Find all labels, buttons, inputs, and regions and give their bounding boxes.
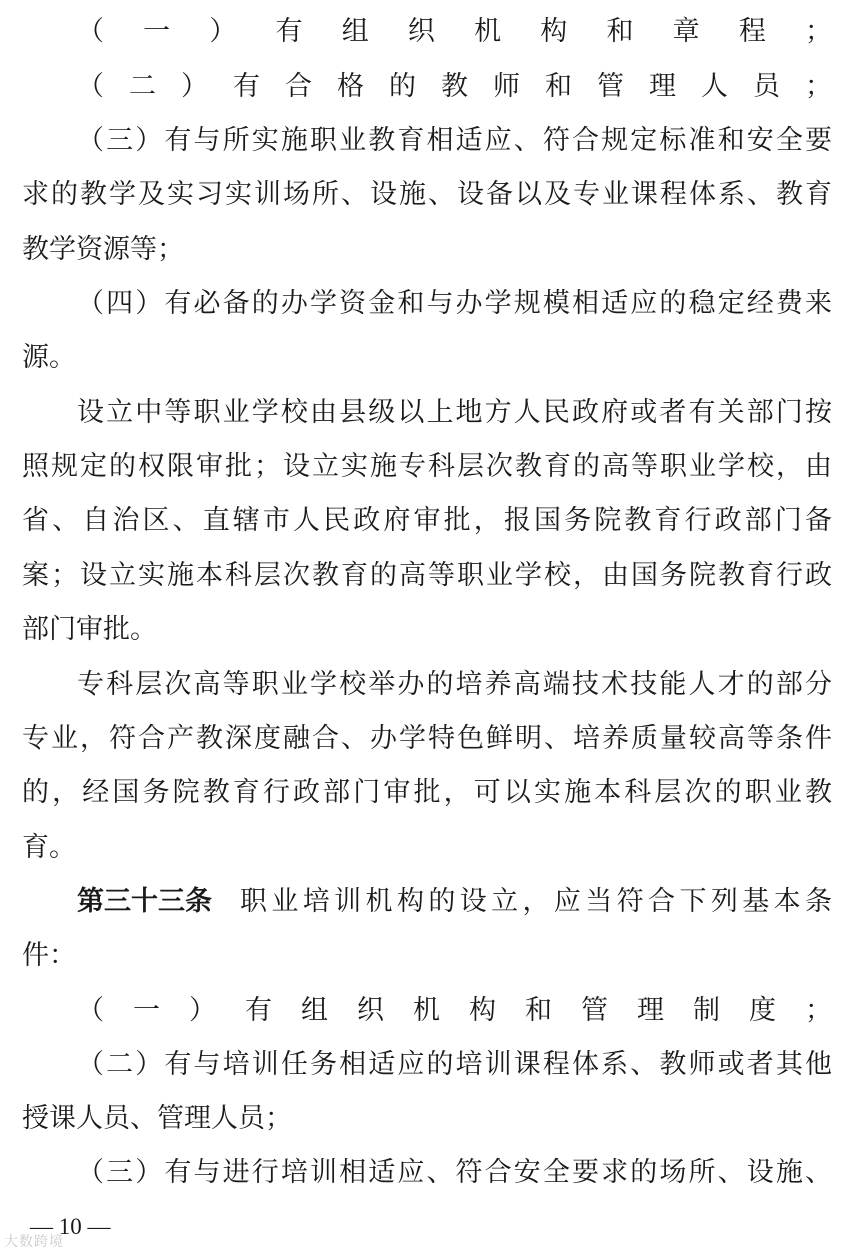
approval-paragraph-line-4: 案；设立实施本科层次教育的高等职业学校，由国务院教育行政: [22, 560, 832, 591]
training-item-3-line-1: （三）有与进行培训相适应、符合安全要求的场所、设施、: [77, 1157, 832, 1188]
training-item-1: （一）有组织机构和管理制度；: [77, 995, 832, 1026]
item-3-facilities-line-3: 教学资源等；: [22, 234, 184, 265]
item-3-facilities-line-2: 求的教学及实习实训场所、设施、设备以及专业课程体系、教育: [22, 179, 832, 210]
approval-paragraph-line-1: 设立中等职业学校由县级以上地方人民政府或者有关部门按: [77, 397, 832, 428]
approval-paragraph-line-5: 部门审批。: [22, 614, 157, 645]
article-33-line-2: 件：: [22, 940, 76, 971]
item-4-funding-line-1: （四）有必备的办学资金和与办学规模相适应的稳定经费来: [77, 288, 832, 319]
undergraduate-paragraph-line-2: 专业，符合产教深度融合、办学特色鲜明、培养质量较高等条件: [22, 723, 832, 754]
item-3-facilities-line-1: （三）有与所实施职业教育相适应、符合规定标准和安全要: [77, 125, 832, 156]
undergraduate-paragraph-line-3: 的，经国务院教育行政部门审批，可以实施本科层次的职业教: [22, 777, 832, 808]
approval-paragraph-line-3: 省、自治区、直辖市人民政府审批，报国务院教育行政部门备: [22, 505, 832, 536]
item-4-funding-line-2: 源。: [22, 342, 76, 373]
article-heading: 第三十三条: [77, 886, 212, 917]
watermark-logo: 大数跨境: [4, 1234, 64, 1250]
training-item-2-line-1: （二）有与培训任务相适应的培训课程体系、教师或者其他: [77, 1049, 832, 1080]
undergraduate-paragraph-line-4: 育。: [22, 832, 76, 863]
training-item-2-line-2: 授课人员、管理人员；: [22, 1103, 292, 1134]
undergraduate-paragraph-line-1: 专科层次高等职业学校举办的培养高端技术技能人才的部分: [77, 669, 832, 700]
item-1-organization: （一）有组织机构和章程；: [77, 16, 832, 47]
item-2-teachers: （二）有合格的教师和管理人员；: [77, 71, 832, 102]
approval-paragraph-line-2: 照规定的权限审批；设立实施专科层次教育的高等职业学校，由: [22, 451, 832, 482]
article-33-text: 职业培训机构的设立，应当符合下列基本条: [240, 886, 832, 917]
page-number: — 10 —: [30, 1214, 111, 1239]
article-33-line-1: [77, 882, 832, 922]
